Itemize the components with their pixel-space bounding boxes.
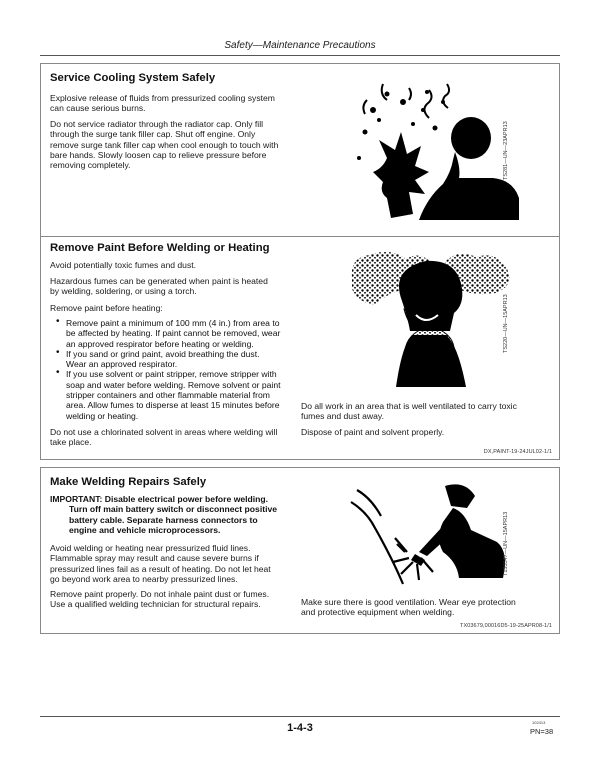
text-line: by welding, soldering, or using a torch.	[50, 286, 197, 297]
text-line: through the surge tank filler cap. Shut off engine. Only	[50, 129, 256, 140]
list-item	[50, 369, 340, 420]
text-line: Avoid potentially toxic fumes and dust.	[50, 260, 197, 270]
paragraph	[50, 589, 269, 610]
text-line: can cause serious burns.	[50, 103, 146, 114]
text-line: bare hands. Slowly loosen cap to relieve pressure before	[50, 149, 267, 160]
section-title: Remove Paint Before Welding or Heating	[50, 242, 270, 254]
text-line: • If you sand or grind paint, avoid breathing the dust.	[66, 348, 260, 359]
footer-rule	[40, 716, 560, 717]
section-title: Make Welding Repairs Safely	[50, 476, 207, 488]
list-item	[50, 318, 340, 349]
image-code: T133547—UN—15APR13	[503, 511, 509, 576]
paragraph	[50, 427, 277, 448]
pressurized-cap-burst-icon	[343, 80, 521, 228]
welder-with-torch-icon	[347, 482, 513, 588]
header-rule	[40, 55, 560, 56]
paragraph	[50, 276, 268, 297]
text-line: Remove paint properly. Do not inhale paint dust or fumes.	[50, 589, 270, 599]
bullet-list	[50, 318, 340, 421]
page-number: 1-4-3	[287, 722, 313, 734]
document-reference: DX,PAINT-19-24JUL02-1/1	[483, 449, 552, 455]
text-line: go beyond work area to nearby pressurized lines.	[50, 573, 238, 584]
footer-code: 102413	[532, 720, 546, 725]
paragraph	[301, 401, 517, 422]
paragraph	[301, 427, 444, 437]
section-welding-repairs	[40, 467, 560, 634]
text-line: • If you use solvent or paint stripper, remove stripper with	[66, 369, 277, 380]
section-title: Service Cooling System Safely	[50, 72, 216, 84]
text-line: Avoid welding or heating near pressurized fluid lines.	[50, 543, 251, 553]
pn-number: PN=38	[530, 727, 554, 736]
text-line: • Remove paint a minimum of 100 mm (4 in.) from area to	[66, 318, 280, 328]
text-line: Hazardous fumes can be generated when paint is heated	[50, 276, 268, 286]
text-line: area. Allow fumes to disperse at least 15 minutes before	[66, 400, 280, 411]
text-line: Do not use a chlorinated solvent in areas where welding will	[50, 427, 278, 437]
text-line: be affected by heating. If paint cannot be removed, wear	[66, 328, 281, 339]
paragraph	[50, 303, 163, 313]
text-line: engine and vehicle microprocessors.	[69, 524, 221, 535]
paragraph	[50, 93, 275, 114]
toxic-fumes-inhalation-icon	[346, 249, 516, 387]
text-line: Turn off main battery switch or disconnect positive	[69, 504, 278, 515]
important-notice	[50, 494, 277, 535]
text-line: pressurized lines fail as a result of heating. Do not let heat	[50, 563, 271, 574]
text-line: and protective equipment when welding.	[301, 607, 455, 618]
text-line: Remove paint before heating:	[50, 303, 163, 313]
running-header: Safety—Maintenance Precautions	[224, 40, 376, 51]
text-line: welding or heating.	[66, 410, 139, 421]
paragraph	[50, 119, 278, 170]
text-line: battery cable. Separate harness connectors to	[69, 514, 258, 525]
document-reference: TX03679,00016D5-19-25APR08-1/1	[460, 623, 552, 629]
text-line: stripper containers and other flammable material from	[66, 390, 270, 401]
text-line: take place.	[50, 437, 92, 448]
text-line: Make sure there is good ventilation. Wear eye protection	[301, 597, 516, 607]
paragraph	[50, 543, 271, 584]
text-line: IMPORTANT: Disable electrical power before welding.	[50, 494, 269, 504]
text-line: an approved respirator before heating or welding.	[66, 338, 254, 349]
text-line: Use a qualified welding technician for structural repairs.	[50, 599, 261, 610]
section-cooling-system	[40, 63, 560, 251]
list-item	[50, 349, 340, 370]
text-line: soap and water before welding. Remove solvent or paint	[66, 379, 281, 390]
image-code: TS281—UN—23APR13	[503, 121, 509, 180]
text-line: Dispose of paint and solvent properly.	[301, 427, 445, 437]
section-remove-paint	[40, 236, 560, 460]
text-line: Flammable spray may result and cause severe burns if	[50, 553, 259, 564]
text-line: Do all work in an area that is well ventilated to carry toxic	[301, 401, 517, 411]
text-line: Explosive release of fluids from pressurized cooling system	[50, 93, 275, 103]
paragraph	[50, 260, 196, 270]
text-line: fumes and dust away.	[301, 411, 384, 422]
text-line: removing completely.	[50, 160, 131, 171]
paragraph	[301, 597, 516, 618]
text-line: remove surge tank filler cap when cool enough to touch with	[50, 139, 279, 150]
image-code: TS220—UN—15APR13	[503, 294, 509, 353]
text-line: Wear an approved respirator.	[66, 359, 178, 370]
text-line: Do not service radiator through the radiator cap. Only fill	[50, 119, 264, 129]
